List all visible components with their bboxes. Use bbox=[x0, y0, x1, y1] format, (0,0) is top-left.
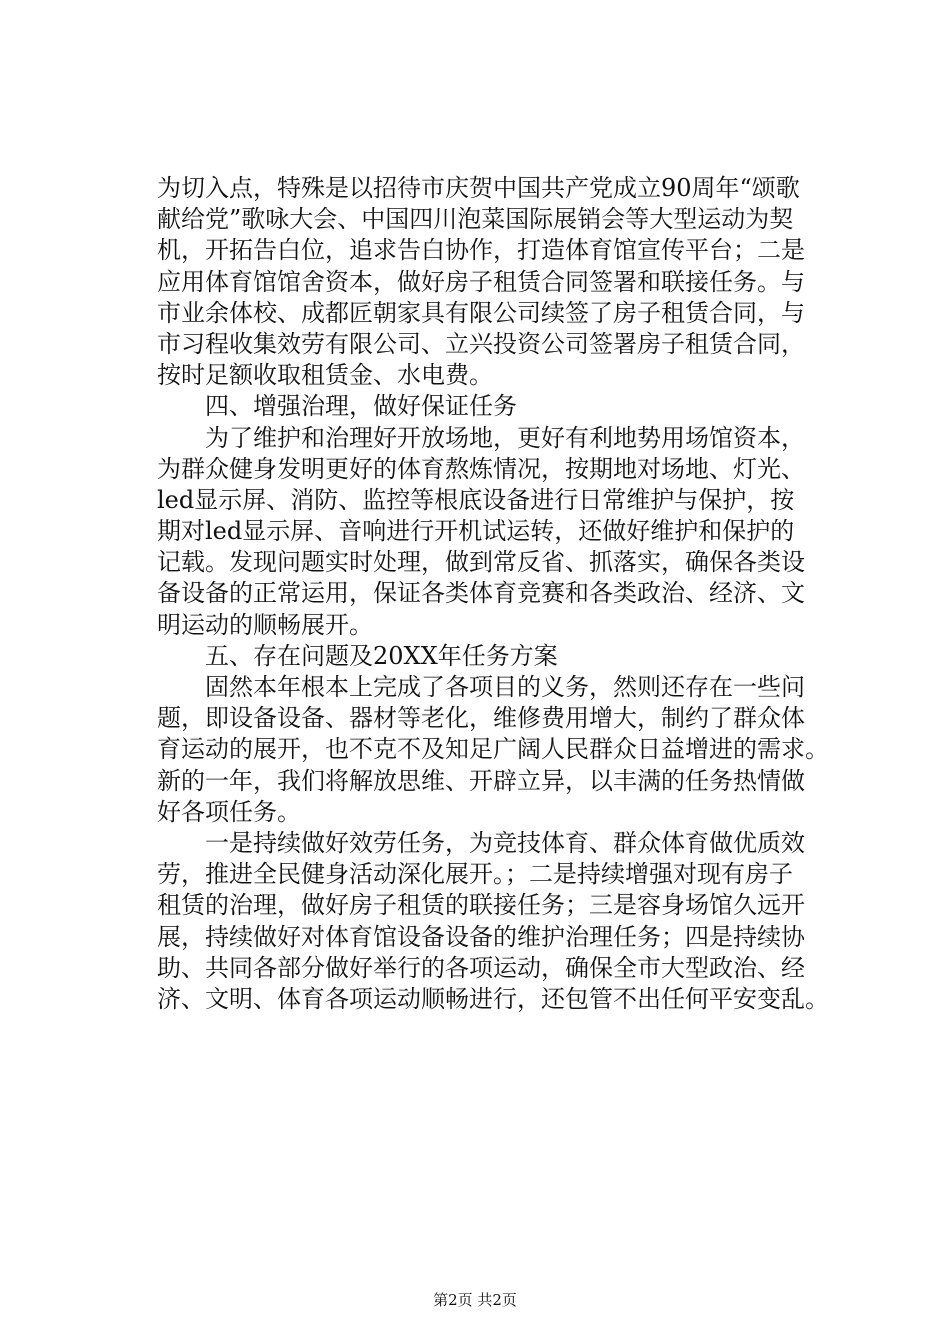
text-line: 展，持续做好对体育馆设备设备的维护治理任务；四是持续协 bbox=[157, 922, 805, 951]
text-line: 固然本年根本上完成了各项目的义务，然则还存在一些问 bbox=[205, 673, 805, 701]
text-line: 为了维护和治理好开放场地，更好有利地势用场馆资本， bbox=[205, 423, 805, 452]
text-line: 市业余体校、成都匠朝家具有限公司续签了房子租赁合同，与 bbox=[157, 298, 805, 327]
text-line: 助、共同各部分做好举行的各项运动，确保全市大型政治、经 bbox=[157, 953, 805, 982]
text-line: 劳，推进全民健身活动深化展开。；二是持续增强对现有房子 bbox=[157, 860, 793, 889]
section-heading: 五、存在问题及20XX年任务方案 bbox=[205, 641, 558, 670]
text-line: 备设备的正常运用，保证各类体育竞赛和各类政治、经济、文 bbox=[157, 579, 805, 608]
text-line: 市习程收集效劳有限公司、立兴投资公司签署房子租赁合同， bbox=[157, 329, 805, 358]
text-line: 明运动的顺畅展开。 bbox=[157, 610, 373, 639]
text-line: 期对led显示屏、音响进行开机试运转，还做好维护和保护的 bbox=[157, 517, 795, 546]
text-line: 按时足额收取租赁金、水电费。 bbox=[157, 361, 493, 390]
text-line: 新的一年，我们将解放思维、开辟立异，以丰满的任务热情做 bbox=[157, 766, 805, 795]
text-line: 租赁的治理，做好房子租赁的联接任务；三是容身场馆久远开 bbox=[157, 891, 805, 920]
text-line: 应用体育馆馆舍资本，做好房子租赁合同签署和联接任务。与 bbox=[157, 267, 805, 296]
text-line: 题，即设备设备、器材等老化，维修费用增大，制约了群众体 bbox=[157, 704, 805, 733]
text-line: 济、文明、体育各项运动顺畅进行，还包管不出任何平安变乱。 bbox=[157, 984, 829, 1013]
text-line: led显示屏、消防、监控等根底设备进行日常维护与保护，按 bbox=[157, 485, 795, 514]
body-text bbox=[157, 173, 857, 1015]
text-line: 献给党”歌咏大会、中国四川泡菜国际展销会等大型运动为契 bbox=[157, 205, 794, 234]
text-line: 一是持续做好效劳任务，为竞技体育、群众体育做优质效 bbox=[205, 828, 805, 857]
page-footer: 第2页 共2页 bbox=[433, 1291, 517, 1309]
section-heading: 四、增强治理，做好保证任务 bbox=[205, 392, 517, 421]
text-line: 为切入点，特殊是以招待市庆贺中国共产党成立90周年“颂歌 bbox=[157, 174, 800, 202]
text-line: 记载。发现问题实时处理，做到常反省、抓落实，确保各类设 bbox=[157, 548, 805, 577]
text-line: 好各项任务。 bbox=[157, 797, 301, 826]
text-line: 机，开拓告白位，追求告白协作，打造体育馆宣传平台；二是 bbox=[157, 236, 805, 265]
text-line: 育运动的展开，也不克不及知足广阔人民群众日益增进的需求。 bbox=[157, 735, 829, 764]
text-line: 为群众健身发明更好的体育熬炼情况，按期地对场地、灯光、 bbox=[157, 454, 805, 483]
